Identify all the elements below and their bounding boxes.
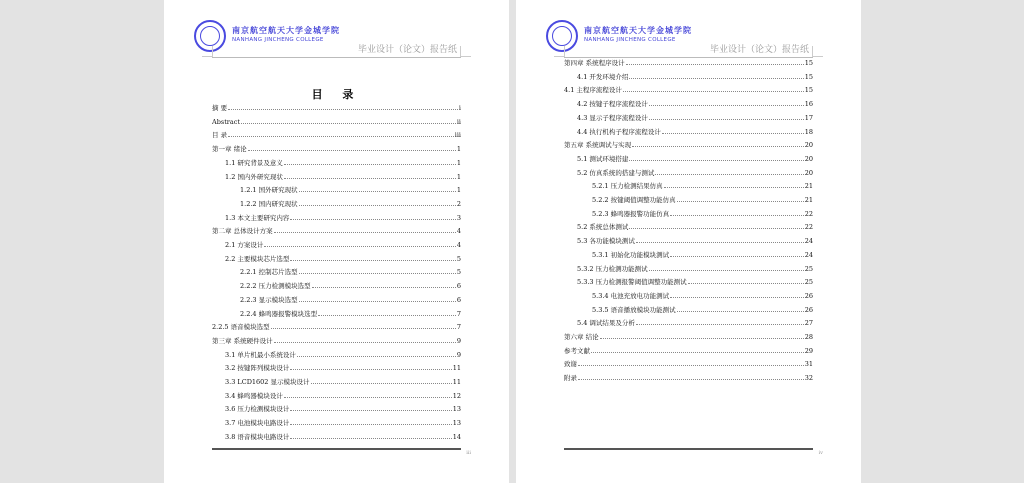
toc-entry-title: 2.2 主要模块芯片选型 — [225, 254, 290, 263]
toc-entry[interactable] — [212, 127, 461, 139]
toc-entry-page: 1 — [456, 172, 461, 181]
toc-entry[interactable] — [212, 360, 461, 372]
toc-dot-leader — [271, 328, 456, 329]
toc-dot-leader — [591, 352, 804, 353]
margin-corner — [812, 46, 823, 57]
toc-entry-title: 5.3.4 电池充放电功能测试 — [592, 291, 670, 300]
toc-entry-title: 2.2.2 压力检测模块选型 — [240, 282, 311, 291]
toc-entry-page: 15 — [804, 59, 813, 67]
toc-entry[interactable] — [564, 206, 813, 218]
toc-dot-leader — [228, 136, 454, 137]
toc-entry-title: 3.1 单片机最小系统设计 — [225, 350, 296, 359]
toc-dot-leader — [670, 215, 804, 216]
toc-entry-page: 29 — [804, 346, 813, 355]
toc-entry[interactable] — [564, 124, 813, 136]
toc-entry-title: 4.2 按键子程序流程设计 — [577, 100, 648, 109]
toc-entry-page: 14 — [452, 432, 461, 441]
toc-dot-leader — [578, 379, 804, 380]
toc-entry-page: 4 — [456, 227, 461, 236]
toc-entry-page: 4 — [456, 241, 461, 249]
toc-dot-leader — [284, 178, 456, 179]
toc-dot-leader — [290, 260, 455, 261]
toc-entry[interactable] — [564, 192, 813, 204]
report-paper-label: 毕业设计（论文）报告纸 — [357, 45, 457, 55]
toc-entry-title: 第二章 总体设计方案 — [212, 227, 273, 236]
toc-entry[interactable] — [212, 182, 461, 194]
toc-dot-leader — [241, 123, 456, 124]
toc-entry[interactable] — [212, 114, 461, 126]
toc-entry[interactable] — [564, 302, 813, 314]
toc-entry-page: 1 — [456, 145, 461, 154]
toc-entry-page: 20 — [804, 168, 813, 177]
toc-entry-title: 5.4 调试结果及分析 — [577, 319, 635, 328]
toc-dot-leader — [284, 397, 452, 398]
toc-entry-page: 9 — [456, 336, 461, 345]
toc-title: 目 录 — [311, 88, 362, 101]
toc-entry[interactable] — [212, 429, 461, 441]
toc-dot-leader — [274, 342, 456, 343]
toc-entry[interactable] — [212, 388, 461, 400]
toc-entry[interactable] — [212, 210, 461, 222]
toc-dot-leader — [284, 164, 456, 165]
toc-entry[interactable] — [564, 370, 813, 382]
toc-entry-title: 第四章 系统程序设计 — [564, 59, 625, 67]
toc-entry[interactable] — [564, 69, 813, 81]
toc-dot-leader — [312, 287, 456, 288]
toc-entry-page: 13 — [452, 405, 461, 414]
toc-entry[interactable] — [564, 165, 813, 177]
toc-dot-leader — [299, 191, 456, 192]
toc-entry[interactable] — [212, 415, 461, 427]
toc-entry-title: 致谢 — [564, 360, 577, 369]
toc-dot-leader — [578, 365, 804, 366]
toc-entry-title: Abstract — [212, 117, 241, 126]
toc-entry[interactable] — [212, 347, 461, 359]
toc-entry-title: 2.2.5 语音模块选型 — [212, 323, 270, 332]
toc-entry[interactable] — [564, 151, 813, 163]
margin-corner — [460, 46, 471, 57]
toc-entry-page: 1 — [456, 158, 461, 167]
toc-dot-leader — [662, 133, 804, 134]
toc-entry-page: 15 — [804, 72, 813, 81]
toc-entry-page: 24 — [804, 250, 813, 259]
toc-entry-page: 22 — [804, 223, 813, 232]
toc-entry-page: 7 — [456, 323, 461, 332]
toc-entry[interactable] — [564, 110, 813, 122]
toc-entry-title: 2.1 方案设计 — [225, 241, 264, 249]
toc-entry-title: 第五章 系统调试与实现 — [564, 141, 632, 150]
toc-dot-leader — [629, 160, 803, 161]
toc-entry[interactable] — [212, 401, 461, 413]
toc-entry[interactable] — [564, 219, 813, 231]
margin-corner — [202, 46, 213, 57]
toc-entry-page: i — [458, 104, 461, 112]
toc-entry-page: 15 — [804, 86, 813, 95]
toc-dot-leader — [677, 311, 804, 312]
toc-entry[interactable] — [212, 169, 461, 181]
toc-entry-page: 22 — [804, 209, 813, 218]
footer-divider — [212, 448, 461, 450]
toc-entry-page: 18 — [804, 127, 813, 136]
toc-entry-title: 5.2 仿真系统的搭建与测试 — [577, 168, 655, 177]
toc-entry-page: ii — [456, 117, 461, 126]
toc-entry[interactable] — [212, 278, 461, 290]
toc-dot-leader — [228, 109, 458, 110]
toc-entry-page: 3 — [456, 213, 461, 222]
toc-dot-leader — [299, 301, 456, 302]
toc-dot-leader — [636, 242, 804, 243]
toc-entry-title: 3.4 蜂鸣器模块设计 — [225, 391, 283, 400]
toc-dot-leader — [600, 338, 804, 339]
toc-entry-page: iii — [454, 131, 461, 140]
toc-entry[interactable] — [212, 292, 461, 304]
toc-entry[interactable] — [564, 343, 813, 355]
toc-entry-page: 1 — [456, 186, 461, 195]
toc-entry-page: 6 — [456, 282, 461, 291]
toc-dot-leader — [632, 146, 804, 147]
toc-entry[interactable] — [564, 233, 813, 245]
toc-entry-title: 4.4 执行机构子程序流程设计 — [577, 127, 661, 136]
toc-dot-leader — [623, 91, 804, 92]
toc-entry-title: 1.2.1 国外研究现状 — [240, 186, 298, 195]
toc-dot-leader — [264, 246, 455, 247]
report-paper-label: 毕业设计（论文）报告纸 — [709, 45, 809, 55]
toc-entry-title: 5.2.2 按键阈值调整功能仿真 — [592, 196, 676, 204]
toc-entry-title: 1.3 本文主要研究内容 — [225, 213, 290, 222]
toc-entry-title: 1.2 国内外研究现状 — [225, 172, 283, 181]
toc-entry-title: 3.6 压力检测模块设计 — [225, 405, 290, 414]
toc-entry-page: 20 — [804, 154, 813, 163]
toc-entry[interactable] — [564, 329, 813, 341]
toc-entry[interactable] — [564, 96, 813, 108]
toc-entry-title: 2.2.3 显示模块选型 — [240, 295, 298, 304]
document-page-1 — [164, 0, 509, 483]
toc-entry-page: 21 — [804, 182, 813, 191]
page-number: iv — [818, 450, 823, 456]
toc-entry[interactable] — [212, 306, 461, 318]
toc-entry-page: 9 — [456, 350, 461, 359]
toc-entry[interactable] — [564, 137, 813, 149]
toc-entry[interactable] — [212, 141, 461, 153]
toc-dot-leader — [290, 410, 451, 411]
toc-entry-title: 第一章 绪论 — [212, 145, 247, 154]
toc-entry-title: 5.2.1 压力检测结果仿真 — [592, 182, 663, 191]
toc-entry-page: 26 — [804, 291, 813, 300]
header-divider — [212, 57, 461, 58]
toc-entry-title: 1.1 研究背景及意义 — [225, 158, 283, 167]
toc-entry-page: 25 — [804, 264, 813, 273]
toc-dot-leader — [299, 273, 456, 274]
toc-entry[interactable] — [212, 264, 461, 276]
toc-dot-leader — [629, 78, 803, 79]
school-name-cn: 南京航空航天大学金城学院 — [584, 25, 692, 35]
toc-entry-page: 5 — [456, 268, 461, 277]
toc-entry-page: 17 — [804, 113, 813, 122]
toc-entry-page: 6 — [456, 295, 461, 304]
toc-entry-title: 5.3.1 初始化功能模块测试 — [592, 250, 670, 259]
toc-dot-leader — [670, 297, 804, 298]
toc-entry[interactable] — [212, 237, 461, 249]
toc-entry[interactable] — [564, 55, 813, 67]
toc-entry-page: 11 — [452, 378, 461, 386]
toc-entry[interactable] — [212, 374, 461, 386]
toc-entry-title: 5.3 各功能模块测试 — [577, 237, 635, 246]
toc-entry-page: 7 — [456, 309, 461, 318]
toc-entry-title: 5.3.3 压力检测报警阈值调整功能测试 — [577, 278, 687, 287]
toc-dot-leader — [688, 283, 804, 284]
toc-entry[interactable] — [564, 356, 813, 368]
toc-dot-leader — [655, 174, 803, 175]
toc-entry-page: 5 — [456, 254, 461, 263]
toc-entry[interactable] — [212, 319, 461, 331]
toc-entry-title: 5.1 测试环境搭建 — [577, 154, 629, 163]
toc-dot-leader — [248, 150, 456, 151]
toc-entry-title: 5.3.2 压力检测功能测试 — [577, 264, 648, 273]
toc-entry[interactable] — [564, 288, 813, 300]
school-name-cn: 南京航空航天大学金城学院 — [232, 25, 340, 35]
toc-entry[interactable] — [564, 261, 813, 273]
toc-entry[interactable] — [564, 315, 813, 327]
toc-dot-leader — [318, 315, 456, 316]
page-number: iii — [466, 450, 471, 456]
toc-entry-title: 4.1 开发环境介绍 — [577, 72, 629, 81]
toc-dot-leader — [649, 105, 804, 106]
toc-dot-leader — [274, 232, 456, 233]
toc-entry-page: 24 — [804, 237, 813, 246]
toc-entry-title: 2.2.1 控制芯片选型 — [240, 268, 298, 277]
toc-entry[interactable] — [212, 251, 461, 263]
toc-entry[interactable] — [564, 82, 813, 94]
toc-entry-page: 25 — [804, 278, 813, 287]
toc-entry-page: 2 — [456, 199, 461, 208]
toc-dot-leader — [299, 205, 456, 206]
toc-entry-title: 5.2 系统总体测试 — [577, 223, 629, 232]
toc-entry-title: 第六章 结论 — [564, 333, 599, 341]
toc-entry-title: 第三章 系统硬件设计 — [212, 336, 273, 345]
toc-dot-leader — [636, 324, 804, 325]
toc-entry-page: 20 — [804, 141, 813, 150]
toc-dot-leader — [629, 228, 803, 229]
toc-entry-title: 4.1 主程序流程设计 — [564, 86, 622, 95]
footer-divider — [564, 448, 813, 450]
document-page-2 — [516, 0, 861, 483]
toc-dot-leader — [290, 438, 451, 439]
toc-entry-page: 12 — [452, 391, 461, 400]
toc-dot-leader — [664, 187, 804, 188]
toc-entry-title: 摘 要 — [212, 104, 228, 112]
toc-entry-page: 13 — [452, 419, 461, 428]
toc-entry-page: 16 — [804, 100, 813, 109]
toc-entry[interactable] — [212, 223, 461, 235]
toc-dot-leader — [290, 219, 455, 220]
toc-dot-leader — [677, 201, 804, 202]
toc-entry-page: 26 — [804, 305, 813, 314]
toc-dot-leader — [649, 270, 804, 271]
toc-entry-title: 4.3 显示子程序流程设计 — [577, 113, 648, 122]
toc-entry[interactable] — [212, 196, 461, 208]
school-name-en: NANHANG JINCHENG COLLEGE — [232, 37, 324, 43]
toc-dot-leader — [311, 383, 452, 384]
toc-entry-title: 3.7 电池模块电路设计 — [225, 419, 290, 428]
toc-entry[interactable] — [212, 100, 461, 112]
toc-entry-title: 附录 — [564, 374, 577, 383]
toc-entry-title: 5.3.5 语音播放模块功能测试 — [592, 305, 676, 314]
toc-dot-leader — [626, 64, 804, 65]
toc-entry-title: 3.2 按键阵列模块设计 — [225, 364, 290, 373]
school-name-en: NANHANG JINCHENG COLLEGE — [584, 37, 676, 43]
toc-dot-leader — [670, 256, 804, 257]
toc-entry[interactable] — [564, 178, 813, 190]
toc-entry-title: 参考文献 — [564, 346, 590, 355]
toc-entry-page: 28 — [804, 333, 813, 341]
toc-entry-title: 3.8 语音模块电路设计 — [225, 432, 290, 441]
toc-entry-page: 32 — [804, 374, 813, 383]
toc-dot-leader — [649, 119, 804, 120]
toc-entry[interactable] — [564, 274, 813, 286]
toc-entry-page: 27 — [804, 319, 813, 328]
toc-dot-leader — [290, 424, 451, 425]
toc-dot-leader — [297, 356, 456, 357]
toc-entry-title: 5.2.3 蜂鸣器报警功能仿真 — [592, 209, 670, 218]
toc-entry-page: 31 — [804, 360, 813, 369]
toc-entry[interactable] — [212, 333, 461, 345]
toc-entry[interactable] — [212, 155, 461, 167]
toc-entry-title: 3.3 LCD1602 显示模块设计 — [225, 378, 310, 386]
toc-entry-page: 21 — [804, 196, 813, 204]
toc-entry-title: 2.2.4 蜂鸣器报警模块选型 — [240, 309, 318, 318]
toc-dot-leader — [290, 369, 451, 370]
toc-entry-title: 1.2.2 国内研究现状 — [240, 199, 298, 208]
toc-entry-title: 目 录 — [212, 131, 228, 140]
toc-entry[interactable] — [564, 247, 813, 259]
toc-entry-page: 11 — [452, 364, 461, 373]
